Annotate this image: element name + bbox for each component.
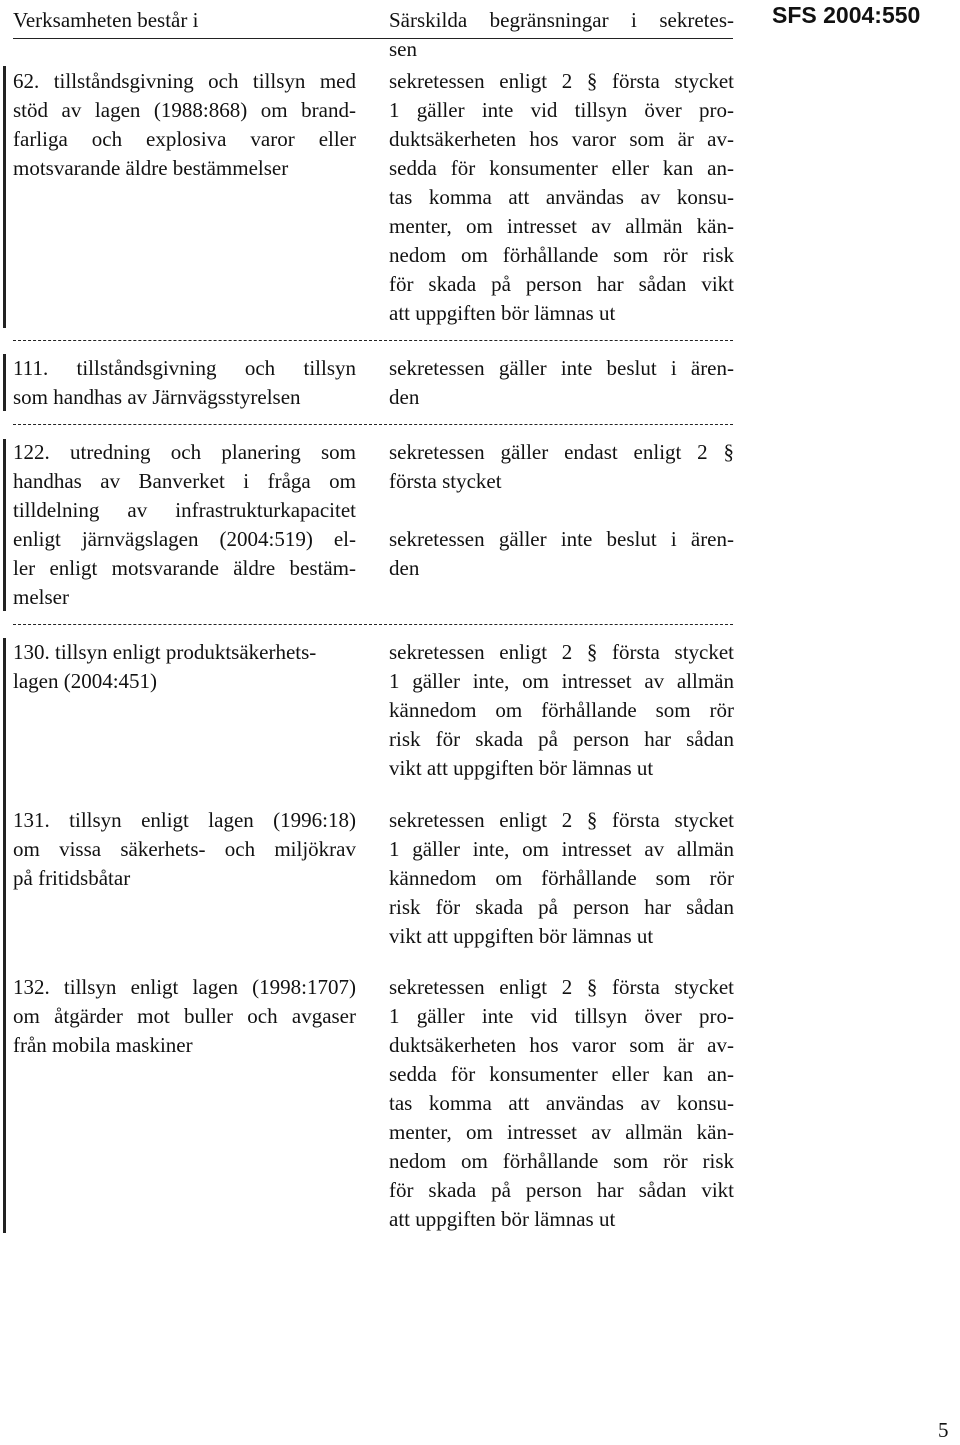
sfs-number: SFS 2004:550	[772, 2, 921, 28]
entry-right-line: nedom om förhållande som rör risk	[389, 1149, 734, 1173]
entry-left-line: tilldelning av infrastrukturkapacitet	[13, 498, 356, 522]
entry-right-line: sekretessen gäller inte beslut i ären-	[389, 356, 734, 380]
entry-right-line: att uppgiften bör lämnas ut	[389, 1207, 616, 1231]
entry-left-line: stöd av lagen (1988:868) om brand-	[13, 98, 356, 122]
dashed-separator	[13, 424, 733, 425]
entry-left-line: enligt järnvägslagen (2004:519) el-	[13, 527, 356, 551]
entry-left-line: ler enligt motsvarande äldre bestäm-	[13, 556, 356, 580]
entry-right-line: sekretessen enligt 2 § första stycket	[389, 975, 734, 999]
entry-right-line: risk för skada på person har sådan	[389, 727, 734, 751]
entry-left-line: 62. tillståndsgivning och tillsyn med	[13, 69, 356, 93]
entry-left-line: farliga och explosiva varor eller	[13, 127, 356, 151]
entry-right-line: den	[389, 385, 420, 409]
entry-right-line: sekretessen enligt 2 § första stycket	[389, 808, 734, 832]
entry-right-line: vikt att uppgiften bör lämnas ut	[389, 924, 654, 948]
entry-right-line: kännedom om förhållande som rör	[389, 866, 734, 890]
entry-left-line: 111. tillståndsgivning och tillsyn	[13, 356, 356, 380]
entry-left-line: 132. tillsyn enligt lagen (1998:1707)	[13, 975, 356, 999]
entry-right-line: tas komma att användas av konsu-	[389, 185, 734, 209]
entry-left-line: 130. tillsyn enligt produktsäkerhets-	[13, 640, 317, 664]
entry-right-line: för skada på person har sådan vikt	[389, 272, 734, 296]
column-header-right-line-1: Särskilda begränsningar i sekretes-	[389, 8, 734, 32]
entry-right-line: sekretessen enligt 2 § första stycket	[389, 640, 734, 664]
entry-right-line: menter, om intresset av allmän kän-	[389, 1120, 734, 1144]
entry-right-line: 1 gäller inte, om intresset av allmän	[389, 837, 734, 861]
entry-left-line: melser	[13, 585, 69, 609]
column-header-left: Verksamheten består i	[13, 8, 199, 32]
entry-right-line: menter, om intresset av allmän kän-	[389, 214, 734, 238]
entry-right-line: risk för skada på person har sådan	[389, 895, 734, 919]
change-bar	[3, 354, 6, 411]
entry-right-line: första stycket	[389, 469, 502, 493]
entry-right-line: sekretessen gäller endast enligt 2 §	[389, 440, 734, 464]
entry-right-line: duktsäkerheten hos varor som är av-	[389, 127, 734, 151]
entry-right-line: nedom om förhållande som rör risk	[389, 243, 734, 267]
entry-right-line: tas komma att användas av konsu-	[389, 1091, 734, 1115]
entry-left-line: 131. tillsyn enligt lagen (1996:18)	[13, 808, 356, 832]
entry-right-line: kännedom om förhållande som rör	[389, 698, 734, 722]
change-bar	[3, 439, 6, 611]
entry-right-line: sedda för konsumenter eller kan an-	[389, 156, 734, 180]
entry-right-line: sedda för konsumenter eller kan an-	[389, 1062, 734, 1086]
entry-left-line: som handhas av Järnvägsstyrelsen	[13, 385, 301, 409]
change-bar	[3, 66, 6, 328]
entry-left-line: 122. utredning och planering som	[13, 440, 356, 464]
dashed-separator	[13, 340, 733, 341]
entry-right-line: sekretessen enligt 2 § första stycket	[389, 69, 734, 93]
entry-right-line: sekretessen gäller inte beslut i ären-	[389, 527, 734, 551]
page-number: 5	[938, 1418, 949, 1442]
entry-right-line: 1 gäller inte, om intresset av allmän	[389, 669, 734, 693]
entry-left-line: lagen (2004:451)	[13, 669, 158, 693]
entry-right-line: vikt att uppgiften bör lämnas ut	[389, 756, 654, 780]
dashed-separator	[13, 624, 733, 625]
header-rule	[13, 38, 733, 39]
entry-right-line: 1 gäller inte vid tillsyn över pro-	[389, 98, 734, 122]
entry-right-line: duktsäkerheten hos varor som är av-	[389, 1033, 734, 1057]
entry-left-line: om åtgärder mot buller och avgaser	[13, 1004, 356, 1028]
entry-right-line: 1 gäller inte vid tillsyn över pro-	[389, 1004, 734, 1028]
entry-left-line: motsvarande äldre bestämmelser	[13, 156, 289, 180]
entry-right-line: att uppgiften bör lämnas ut	[389, 301, 616, 325]
entry-left-line: om vissa säkerhets- och miljökrav	[13, 837, 356, 861]
entry-right-line: för skada på person har sådan vikt	[389, 1178, 734, 1202]
entry-left-line: från mobila maskiner	[13, 1033, 193, 1057]
entry-right-line: den	[389, 556, 420, 580]
entry-left-line: på fritidsbåtar	[13, 866, 131, 890]
change-bar	[3, 638, 6, 1233]
entry-left-line: handhas av Banverket i fråga om	[13, 469, 356, 493]
column-header-right-line-2: sen	[389, 37, 417, 61]
